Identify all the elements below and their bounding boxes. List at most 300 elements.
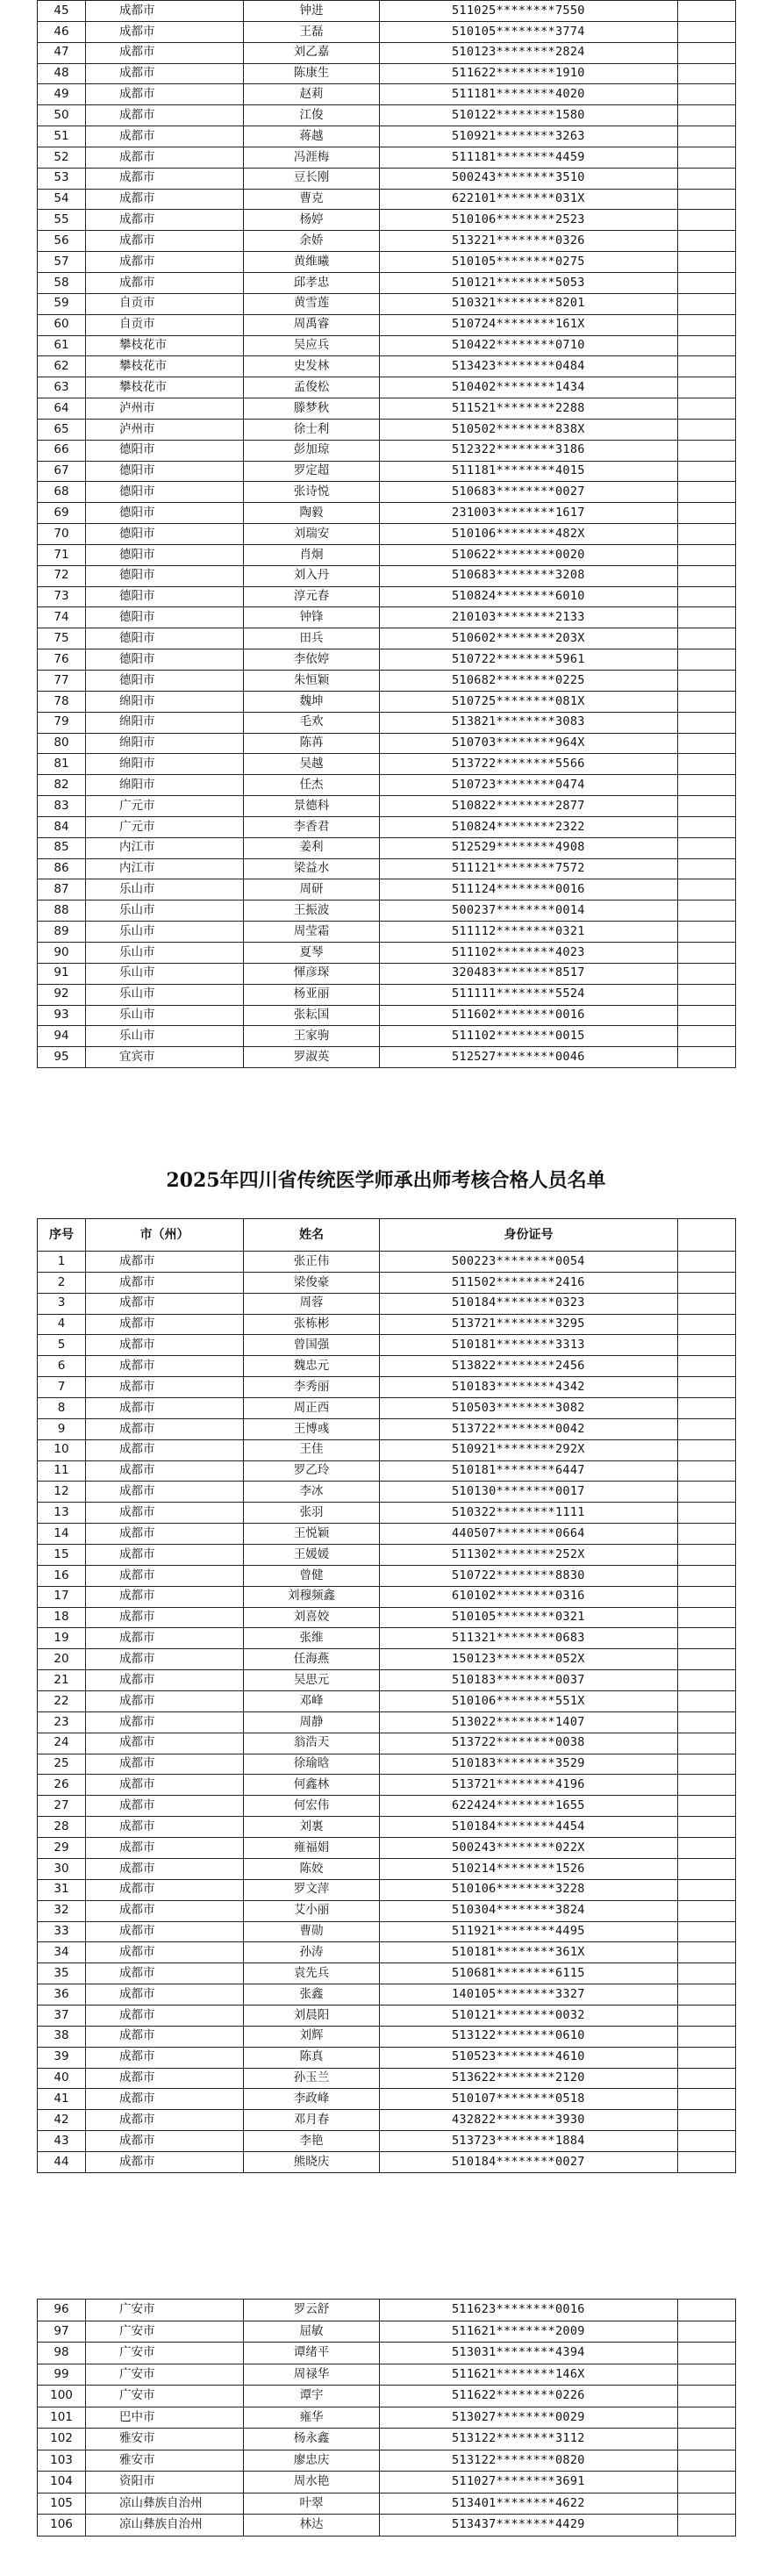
row-id-number: 510523********4610	[380, 2047, 678, 2068]
row-city: 乐山市	[86, 1026, 244, 1047]
row-name: 史发林	[244, 356, 380, 377]
row-number: 9	[38, 1418, 86, 1439]
row-blank-cell	[678, 1984, 736, 2006]
header-city: 市（州）	[86, 1219, 244, 1252]
row-number: 61	[38, 335, 86, 356]
row-blank-cell	[678, 2429, 736, 2450]
row-blank-cell	[678, 2089, 736, 2110]
row-blank-cell	[678, 754, 736, 775]
row-number: 59	[38, 293, 86, 314]
row-name: 李政峰	[244, 2089, 380, 2110]
row-blank-cell	[678, 42, 736, 63]
row-number: 48	[38, 63, 86, 84]
row-number: 105	[38, 2493, 86, 2515]
row-number: 74	[38, 607, 86, 628]
row-number: 26	[38, 1775, 86, 1796]
row-id-number: 510683********3208	[380, 565, 678, 586]
row-id-number: 511622********1910	[380, 63, 678, 84]
row-id-number: 511027********3691	[380, 2472, 678, 2493]
row-city: 成都市	[86, 1418, 244, 1439]
row-blank-cell	[678, 816, 736, 837]
row-city: 雅安市	[86, 2450, 244, 2472]
table-row	[38, 1817, 736, 1838]
row-city: 成都市	[86, 1817, 244, 1838]
table-row	[38, 2068, 736, 2089]
row-blank-cell	[678, 2321, 736, 2343]
table-row	[38, 126, 736, 147]
table-row	[38, 1586, 736, 1607]
row-city: 广安市	[86, 2300, 244, 2321]
row-city: 成都市	[86, 1356, 244, 1377]
table-row	[38, 1482, 736, 1503]
table-row	[38, 2026, 736, 2047]
table-row	[38, 2450, 736, 2472]
row-number: 46	[38, 21, 86, 42]
row-city: 德阳市	[86, 607, 244, 628]
document-title: 2025年四川省传统医学师承出师考核合格人员名单	[166, 1169, 606, 1192]
row-id-number: 511621********146X	[380, 2364, 678, 2386]
row-name: 吴越	[244, 754, 380, 775]
row-name: 刘穆频鑫	[244, 1586, 380, 1607]
row-id-number: 511102********4023	[380, 942, 678, 963]
table-row	[38, 356, 736, 377]
row-name: 惲彦琛	[244, 963, 380, 984]
row-city: 雅安市	[86, 2429, 244, 2450]
row-id-number: 513031********4394	[380, 2343, 678, 2364]
row-blank-cell	[678, 1377, 736, 1398]
row-number: 98	[38, 2343, 86, 2364]
row-city: 凉山彝族自治州	[86, 2493, 244, 2515]
row-city: 成都市	[86, 1607, 244, 1628]
row-city: 成都市	[86, 1775, 244, 1796]
header-no: 序号	[38, 1219, 86, 1252]
row-name: 罗文萍	[244, 1879, 380, 1900]
row-id-number: 513122********0820	[380, 2450, 678, 2472]
row-number: 19	[38, 1628, 86, 1649]
row-id-number: 513722********5566	[380, 754, 678, 775]
row-blank-cell	[678, 482, 736, 503]
table-row	[38, 1963, 736, 1984]
row-name: 曾健	[244, 1565, 380, 1586]
row-blank-cell	[678, 1900, 736, 1921]
row-id-number: 513122********0610	[380, 2026, 678, 2047]
row-city: 德阳市	[86, 544, 244, 565]
row-city: 德阳市	[86, 671, 244, 692]
row-blank-cell	[678, 2047, 736, 2068]
row-blank-cell	[678, 2300, 736, 2321]
row-city: 乐山市	[86, 901, 244, 922]
row-id-number: 513022********1407	[380, 1711, 678, 1733]
row-name: 田兵	[244, 628, 380, 649]
row-number: 24	[38, 1733, 86, 1754]
row-number: 84	[38, 816, 86, 837]
row-blank-cell	[678, 168, 736, 189]
row-blank-cell	[678, 1733, 736, 1754]
row-number: 100	[38, 2386, 86, 2407]
table-row	[38, 1524, 736, 1545]
row-city: 成都市	[86, 84, 244, 105]
row-city: 成都市	[86, 1691, 244, 1712]
row-id-number: 510106********3228	[380, 1879, 678, 1900]
table-row	[38, 1607, 736, 1628]
row-number: 54	[38, 189, 86, 210]
row-number: 13	[38, 1503, 86, 1524]
row-city: 成都市	[86, 189, 244, 210]
row-name: 周莹霜	[244, 922, 380, 943]
row-number: 66	[38, 440, 86, 461]
row-blank-cell	[678, 1524, 736, 1545]
row-id-number: 500237********0014	[380, 901, 678, 922]
row-city: 德阳市	[86, 524, 244, 545]
row-name: 梁益水	[244, 858, 380, 879]
row-name: 邓月春	[244, 2110, 380, 2131]
table-row	[38, 1047, 736, 1068]
row-name: 张鑫	[244, 1984, 380, 2006]
row-id-number: 510725********081X	[380, 691, 678, 712]
row-name: 廖忠庆	[244, 2450, 380, 2472]
row-id-number: 510106********551X	[380, 1691, 678, 1712]
row-name: 吴思元	[244, 1670, 380, 1691]
row-city: 乐山市	[86, 963, 244, 984]
row-name: 杨永鑫	[244, 2429, 380, 2450]
row-number: 106	[38, 2515, 86, 2537]
row-name: 毛欢	[244, 712, 380, 733]
table-row	[38, 1838, 736, 1859]
table-row	[38, 2515, 736, 2537]
table-row	[38, 942, 736, 963]
row-blank-cell	[678, 461, 736, 482]
row-name: 张正伟	[244, 1252, 380, 1273]
row-id-number: 510402********1434	[380, 377, 678, 398]
row-blank-cell	[678, 1921, 736, 1942]
row-blank-cell	[678, 1047, 736, 1068]
row-city: 绵阳市	[86, 754, 244, 775]
row-id-number: 511181********4015	[380, 461, 678, 482]
row-blank-cell	[678, 272, 736, 293]
row-blank-cell	[678, 649, 736, 671]
row-id-number: 512322********3186	[380, 440, 678, 461]
row-city: 广安市	[86, 2343, 244, 2364]
row-id-number: 510723********0474	[380, 775, 678, 796]
row-number: 50	[38, 105, 86, 126]
row-id-number: 432822********3930	[380, 2110, 678, 2131]
row-name: 任海燕	[244, 1649, 380, 1670]
row-number: 7	[38, 1377, 86, 1398]
row-name: 刘入丹	[244, 565, 380, 586]
row-blank-cell	[678, 1439, 736, 1460]
row-city: 成都市	[86, 1377, 244, 1398]
row-id-number: 511623********0016	[380, 2300, 678, 2321]
row-name: 屈敏	[244, 2321, 380, 2343]
table-row	[38, 649, 736, 671]
row-name: 刘喜姣	[244, 1607, 380, 1628]
row-name: 张羽	[244, 1503, 380, 1524]
table-row	[38, 1377, 736, 1398]
row-name: 周蓉	[244, 1293, 380, 1314]
row-name: 江俊	[244, 105, 380, 126]
row-name: 杨亚丽	[244, 984, 380, 1005]
row-name: 黄维曦	[244, 252, 380, 273]
row-name: 任杰	[244, 775, 380, 796]
row-blank-cell	[678, 1838, 736, 1859]
row-blank-cell	[678, 942, 736, 963]
row-id-number: 150123********052X	[380, 1649, 678, 1670]
row-blank-cell	[678, 1628, 736, 1649]
row-number: 97	[38, 2321, 86, 2343]
row-id-number: 513721********3295	[380, 1314, 678, 1335]
row-id-number: 510703********964X	[380, 733, 678, 754]
row-name: 曹克	[244, 189, 380, 210]
table-row	[38, 879, 736, 901]
row-id-number: 510724********161X	[380, 314, 678, 335]
table-row	[38, 733, 736, 754]
row-name: 陈康生	[244, 63, 380, 84]
table-row	[38, 1858, 736, 1879]
table-row	[38, 816, 736, 837]
table-row	[38, 922, 736, 943]
table-row	[38, 63, 736, 84]
row-blank-cell	[678, 84, 736, 105]
row-number: 88	[38, 901, 86, 922]
row-name: 谭绪平	[244, 2343, 380, 2364]
table-header-row	[38, 1219, 736, 1252]
row-name: 王佳	[244, 1439, 380, 1460]
row-id-number: 500223********0054	[380, 1252, 678, 1273]
row-city: 成都市	[86, 1963, 244, 1984]
row-blank-cell	[678, 1565, 736, 1586]
row-id-number: 510122********1580	[380, 105, 678, 126]
row-number: 44	[38, 2151, 86, 2172]
row-city: 成都市	[86, 2151, 244, 2172]
row-city: 攀枝花市	[86, 356, 244, 377]
row-id-number: 510822********2877	[380, 796, 678, 817]
row-blank-cell	[678, 21, 736, 42]
row-number: 87	[38, 879, 86, 901]
row-number: 43	[38, 2131, 86, 2152]
row-id-number: 513721********4196	[380, 1775, 678, 1796]
row-number: 28	[38, 1817, 86, 1838]
row-number: 16	[38, 1565, 86, 1586]
row-name: 周静	[244, 1711, 380, 1733]
row-city: 泸州市	[86, 419, 244, 440]
row-number: 67	[38, 461, 86, 482]
row-blank-cell	[678, 1545, 736, 1566]
row-city: 德阳市	[86, 461, 244, 482]
row-name: 谭宇	[244, 2386, 380, 2407]
row-city: 成都市	[86, 1482, 244, 1503]
row-name: 徐瑜晗	[244, 1754, 380, 1775]
row-id-number: 510106********2523	[380, 210, 678, 231]
row-id-number: 140105********3327	[380, 1984, 678, 2006]
row-blank-cell	[678, 2472, 736, 2493]
row-blank-cell	[678, 2364, 736, 2386]
row-number: 22	[38, 1691, 86, 1712]
row-city: 凉山彝族自治州	[86, 2515, 244, 2537]
table-row	[38, 1733, 736, 1754]
row-id-number: 440507********0664	[380, 1524, 678, 1545]
row-name: 张诗悦	[244, 482, 380, 503]
row-city: 成都市	[86, 1796, 244, 1817]
row-city: 成都市	[86, 63, 244, 84]
row-number: 42	[38, 2110, 86, 2131]
row-number: 57	[38, 252, 86, 273]
row-name: 王悦颖	[244, 1524, 380, 1545]
table-row	[38, 1439, 736, 1460]
row-id-number: 511602********0016	[380, 1005, 678, 1026]
table-row	[38, 2047, 736, 2068]
table-row	[38, 1670, 736, 1691]
row-id-number: 231003********1617	[380, 503, 678, 524]
row-city: 成都市	[86, 1335, 244, 1356]
table-row	[38, 754, 736, 775]
row-name: 景德科	[244, 796, 380, 817]
row-number: 1	[38, 1252, 86, 1273]
table-row	[38, 2110, 736, 2131]
row-id-number: 513423********0484	[380, 356, 678, 377]
row-number: 79	[38, 712, 86, 733]
row-blank-cell	[678, 2407, 736, 2429]
row-name: 王博彧	[244, 1418, 380, 1439]
row-number: 102	[38, 2429, 86, 2450]
row-name: 王振波	[244, 901, 380, 922]
row-id-number: 510130********0017	[380, 1482, 678, 1503]
header-blank	[678, 1219, 736, 1252]
row-name: 周水艳	[244, 2472, 380, 2493]
row-name: 张耘国	[244, 1005, 380, 1026]
row-number: 52	[38, 147, 86, 168]
row-name: 蒋越	[244, 126, 380, 147]
row-id-number: 511112********0321	[380, 922, 678, 943]
row-id-number: 510181********6447	[380, 1460, 678, 1482]
row-number: 17	[38, 1586, 86, 1607]
row-id-number: 510184********0027	[380, 2151, 678, 2172]
row-id-number: 511124********0016	[380, 879, 678, 901]
row-blank-cell	[678, 796, 736, 817]
row-blank-cell	[678, 126, 736, 147]
row-city: 德阳市	[86, 482, 244, 503]
row-number: 69	[38, 503, 86, 524]
row-city: 成都市	[86, 1524, 244, 1545]
row-city: 广元市	[86, 816, 244, 837]
row-number: 38	[38, 2026, 86, 2047]
row-blank-cell	[678, 2110, 736, 2131]
row-blank-cell	[678, 2068, 736, 2089]
row-id-number: 511111********5524	[380, 984, 678, 1005]
row-blank-cell	[678, 189, 736, 210]
table-row	[38, 544, 736, 565]
table-row	[38, 189, 736, 210]
row-name: 黄雪莲	[244, 293, 380, 314]
row-id-number: 510824********2322	[380, 816, 678, 837]
row-blank-cell	[678, 2386, 736, 2407]
row-number: 55	[38, 210, 86, 231]
row-blank-cell	[678, 1586, 736, 1607]
row-number: 82	[38, 775, 86, 796]
row-blank-cell	[678, 1398, 736, 1419]
row-name: 刘晨阳	[244, 2005, 380, 2026]
row-id-number: 510181********361X	[380, 1942, 678, 1963]
row-name: 余娇	[244, 231, 380, 252]
row-name: 罗定超	[244, 461, 380, 482]
row-number: 103	[38, 2450, 86, 2472]
table-row	[38, 607, 736, 628]
row-city: 成都市	[86, 1, 244, 22]
row-blank-cell	[678, 2493, 736, 2515]
row-number: 80	[38, 733, 86, 754]
row-number: 49	[38, 84, 86, 105]
row-name: 朱恒颖	[244, 671, 380, 692]
row-city: 资阳市	[86, 2472, 244, 2493]
row-number: 35	[38, 1963, 86, 1984]
table-row	[38, 2472, 736, 2493]
table-row	[38, 147, 736, 168]
row-number: 58	[38, 272, 86, 293]
row-number: 8	[38, 1398, 86, 1419]
row-id-number: 512529********4908	[380, 837, 678, 858]
row-blank-cell	[678, 1817, 736, 1838]
row-name: 张维	[244, 1628, 380, 1649]
row-number: 89	[38, 922, 86, 943]
row-name: 冯涯梅	[244, 147, 380, 168]
row-name: 淳元春	[244, 586, 380, 607]
row-city: 成都市	[86, 1272, 244, 1293]
table-row	[38, 1775, 736, 1796]
row-blank-cell	[678, 922, 736, 943]
table-row	[38, 1628, 736, 1649]
row-name: 周禄华	[244, 2364, 380, 2386]
row-blank-cell	[678, 2450, 736, 2472]
row-id-number: 500243********3510	[380, 168, 678, 189]
table-row	[38, 293, 736, 314]
row-city: 成都市	[86, 252, 244, 273]
row-city: 宜宾市	[86, 1047, 244, 1068]
table-row	[38, 335, 736, 356]
table-row	[38, 1796, 736, 1817]
row-city: 成都市	[86, 1879, 244, 1900]
row-number: 101	[38, 2407, 86, 2429]
table-row	[38, 42, 736, 63]
row-blank-cell	[678, 1356, 736, 1377]
row-city: 成都市	[86, 1460, 244, 1482]
row-city: 成都市	[86, 1398, 244, 1419]
table-row	[38, 565, 736, 586]
row-id-number: 513221********0326	[380, 231, 678, 252]
row-blank-cell	[678, 1293, 736, 1314]
header-id: 身份证号	[380, 1219, 678, 1252]
row-name: 钟锋	[244, 607, 380, 628]
row-number: 92	[38, 984, 86, 1005]
row-city: 成都市	[86, 1984, 244, 2006]
row-id-number: 511181********4020	[380, 84, 678, 105]
row-number: 33	[38, 1921, 86, 1942]
table-row	[38, 2407, 736, 2429]
row-name: 徐士利	[244, 419, 380, 440]
row-blank-cell	[678, 440, 736, 461]
row-number: 73	[38, 586, 86, 607]
row-blank-cell	[678, 565, 736, 586]
row-name: 陈姣	[244, 1858, 380, 1879]
row-id-number: 510422********0710	[380, 335, 678, 356]
row-name: 刘辉	[244, 2026, 380, 2047]
row-number: 47	[38, 42, 86, 63]
row-city: 成都市	[86, 272, 244, 293]
row-city: 成都市	[86, 2026, 244, 2047]
row-id-number: 510121********0032	[380, 2005, 678, 2026]
row-city: 绵阳市	[86, 733, 244, 754]
row-blank-cell	[678, 775, 736, 796]
row-city: 成都市	[86, 42, 244, 63]
row-name: 邓峰	[244, 1691, 380, 1712]
